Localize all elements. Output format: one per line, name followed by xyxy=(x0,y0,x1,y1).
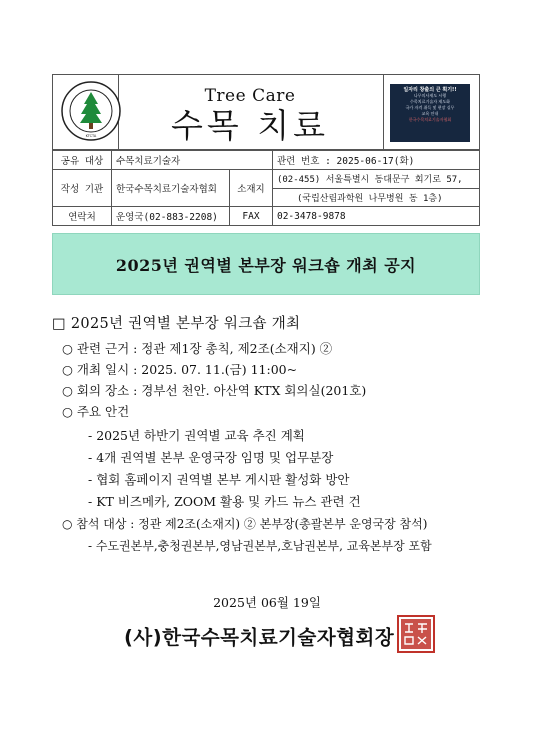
contact-value: 운영국(02-883-2208) xyxy=(112,207,230,226)
brand-korean: 수목 치료 xyxy=(170,106,329,145)
promo-highlight: 한국수목치료기술자협회 xyxy=(408,117,452,122)
promo-line: 교육 안내 xyxy=(421,111,439,116)
promo-line: 수목치료기술자 제도화 xyxy=(410,99,450,104)
list-item: ○ 개최 일시 : 2025. 07. 11.(금) 11:00~ xyxy=(62,362,298,377)
promo-line: 국가 자격 취득 및 현장 실무 xyxy=(405,105,455,110)
header-divider xyxy=(383,75,384,149)
contact-label: 연락처 xyxy=(53,207,112,226)
notice-title: 2025년 권역별 본부장 워크숍 개최 공지 xyxy=(115,255,417,275)
share-value: 수목치료기술자 xyxy=(112,151,273,170)
table-row xyxy=(53,207,480,226)
signature: (사)한국수목치료기술자협회장 xyxy=(124,626,395,649)
agenda-item: - 협회 홈페이지 권역별 본부 게시판 활성화 방안 xyxy=(88,472,350,487)
fax-value: 02-3478-9878 xyxy=(272,207,479,226)
svg-text:KTCTA: KTCTA xyxy=(85,134,97,138)
notice-title-banner xyxy=(52,233,480,295)
list-item: ○ 회의 장소 : 경부선 천안. 아산역 KTX 회의실(201호) xyxy=(62,383,367,398)
agenda-item: - 2025년 하반기 권역별 교육 추진 계획 xyxy=(88,428,305,443)
address-line1: (02-455) 서울특별시 동대문구 회기로 57, xyxy=(272,170,479,189)
author-label: 작성 기관 xyxy=(53,170,112,207)
list-item: ○ 관련 근거 : 정관 제1장 총칙, 제2조(소재지) ② xyxy=(62,341,333,356)
table-row xyxy=(53,170,480,189)
attendees: ○ 참석 대상 : 정관 제2조(소재지) ② 본부장(총괄본부 운영국장 참석) xyxy=(62,517,428,531)
official-seal-icon xyxy=(397,615,435,653)
related-number: 관련 번호 : 2025-06-17(화) xyxy=(272,151,479,170)
promo-line: 나무의사제도 시행 xyxy=(413,93,447,98)
author-value: 한국수목치료기술자협회 xyxy=(112,170,230,207)
list-item: ○ 주요 안건 xyxy=(62,404,130,419)
issue-date: 2025년 06월 19일 xyxy=(213,595,321,610)
association-logo-icon xyxy=(60,80,122,142)
fax-label: FAX xyxy=(229,207,272,226)
promo-title: 일자리 창출의 큰 획기!! xyxy=(403,87,457,93)
promo-notice xyxy=(390,84,470,142)
address-line2: (국립산림과학원 나무병원 동 1층) xyxy=(272,188,479,207)
share-label: 공유 대상 xyxy=(53,151,112,170)
document-info-table xyxy=(52,150,480,226)
section-title: □ 2025년 권역별 본부장 워크숍 개최 xyxy=(52,316,301,332)
agenda-item: - KT 비즈메카, ZOOM 활용 및 카드 뉴스 관련 건 xyxy=(88,494,361,509)
attendees-detail: - 수도권본부,충청권본부,영남권본부,호남권본부, 교육본부장 포함 xyxy=(88,539,432,553)
address-label: 소재지 xyxy=(229,170,272,207)
brand-english: Tree Care xyxy=(204,86,296,106)
table-row xyxy=(53,151,480,170)
agenda-item: - 4개 권역별 본부 운영국장 임명 및 업무분장 xyxy=(88,450,334,465)
